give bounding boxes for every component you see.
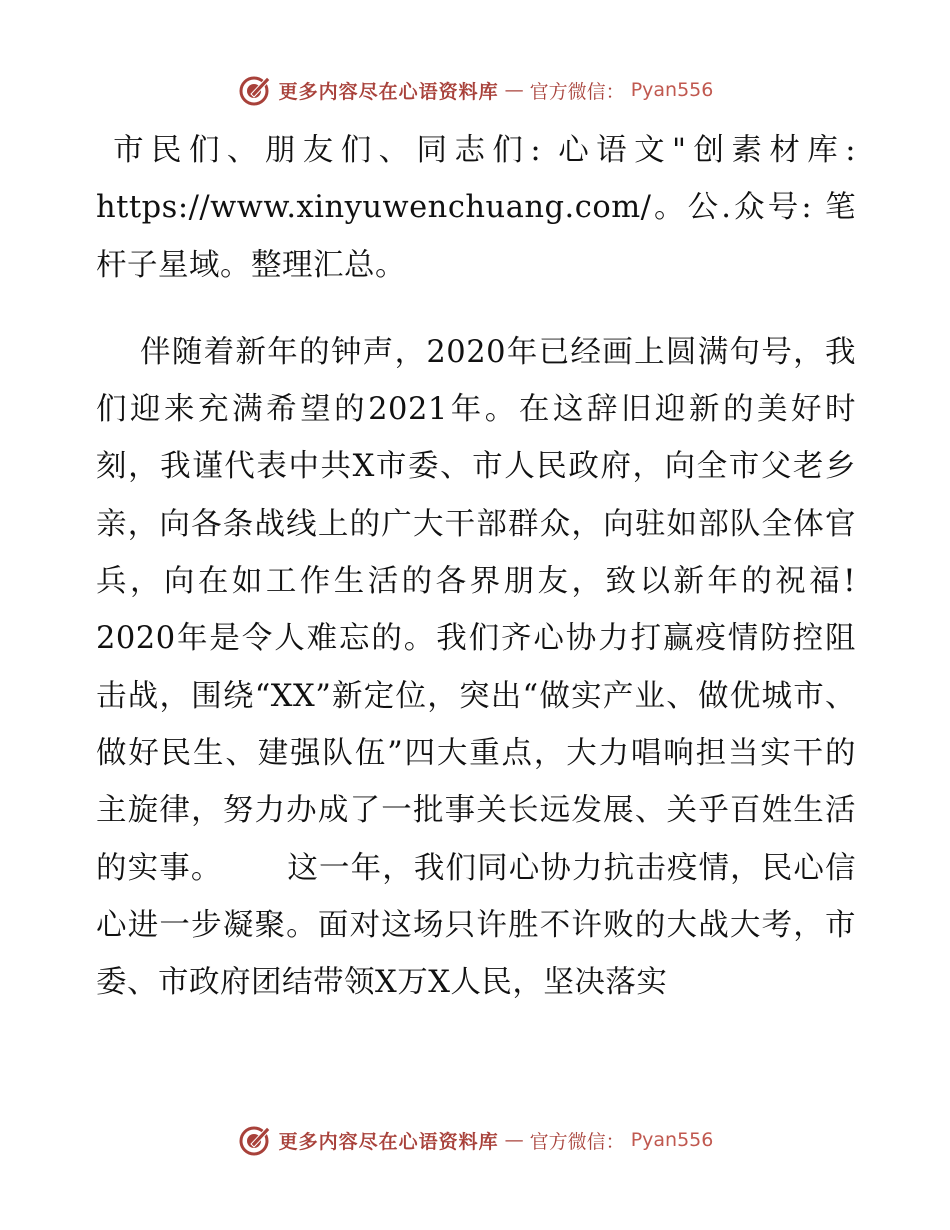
banner-dash: — xyxy=(504,79,524,101)
banner-wechat-id: Pyan556 xyxy=(630,79,714,101)
banner-wechat-label: 官方微信： xyxy=(529,80,625,103)
banner-wechat-id: Pyan556 xyxy=(630,1129,714,1151)
document-body xyxy=(96,122,918,1011)
main-paragraph: 伴随着新年的钟声，2020年已经画上圆满句号，我们迎来充满希望的2021年。在这辞旧迎新的美好时刻，我谨代表中共X市委、市人民政府，向全市父老乡亲，向各条战线上的广大干部群众，向驻如部队全体官兵，向在如工作生活的各界朋友，致以新年的祝福! 2020年是令人难忘的。我们齐心协力打赢疫情防控阻击战，围绕“XX”新定位，突出“做实产业、做优城市、做好民生、建强队伍”四大重点，大力唱响担当实干的主旋律，努力办成了一批事关长远发展、关乎百姓生活的实事。 这一年，我们同心协力抗击疫情，民心信心进一步凝聚。面对这场只许胜不许败的大战大考，市委、市政府团结带领X万X人民，坚决落实 xyxy=(96,334,918,1001)
footer-banner xyxy=(0,1120,950,1160)
banner-dash: — xyxy=(504,1129,524,1151)
paragraph-gap xyxy=(96,294,856,324)
pen-logo-icon xyxy=(237,72,273,108)
banner-site-text: 更多内容尽在心语资料库 xyxy=(278,80,499,103)
banner-site-text: 更多内容尽在心语资料库 xyxy=(278,1130,499,1153)
header-banner xyxy=(0,70,950,110)
banner-wechat-label: 官方微信： xyxy=(529,1130,625,1153)
pen-logo-icon xyxy=(237,1122,273,1158)
intro-paragraph: 市民们、朋友们、同志们: 心语文"创素材库: https://www.xinyuwenchuang.com/。公.众号: 笔杆子星域。整理汇总。 xyxy=(96,133,867,283)
